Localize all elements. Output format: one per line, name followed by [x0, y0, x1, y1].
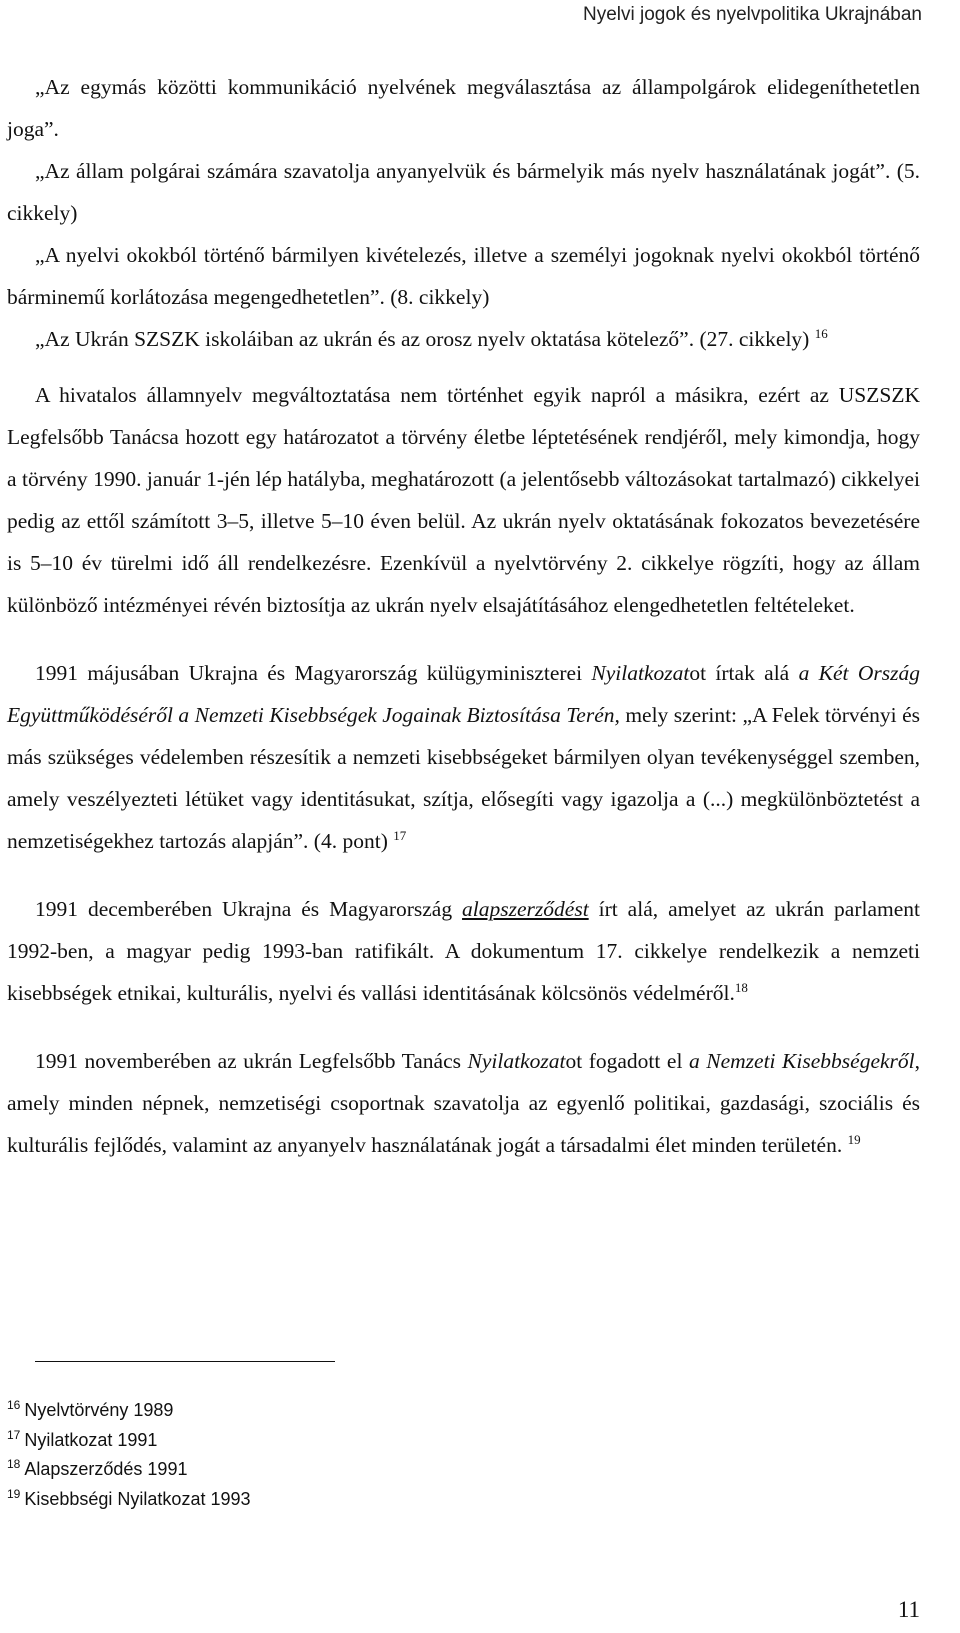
paragraph-2-part-e: mely szerint: „A Felek törvényi és más szükséges védelemben részesítik a nemzeti kisebbségeket bármilyen olyan tevékenységgel szemben, amely veszélyezteti létüket vagy identitásukat, szítja, elősegíti vagy igazolja a (...) megkülönböztetést a nemzetiségekhez tartozás alapján”. (4. pont): [7, 703, 921, 853]
footnote-number: 18: [7, 1457, 21, 1471]
quote-4: [7, 318, 920, 360]
footnote-ref-17[interactable]: 17: [393, 827, 407, 843]
page-body: [7, 66, 920, 1166]
paragraph-4-part-a: 1991 novemberében az ukrán Legfelsőbb Tanács: [35, 1049, 468, 1073]
paragraph-3-part-a: 1991 decemberében Ukrajna és Magyarország: [35, 897, 463, 921]
footnote-ref-19[interactable]: 19: [847, 1131, 861, 1147]
quote-4-text: „Az Ukrán SZSZK iskoláiban az ukrán és az orosz nyelv oktatása kötelező”. (27. cikkely): [35, 327, 810, 351]
paragraph-2: [7, 652, 920, 862]
footnote-ref-16[interactable]: 16: [814, 325, 828, 341]
footnote-19: [7, 1485, 251, 1515]
footnote-text: Nyelvtörvény 1989: [24, 1400, 174, 1420]
paragraph-2-part-c: ot írtak alá: [689, 661, 799, 685]
quote-1: „Az egymás közötti kommunikáció nyelvének megválasztása az állampolgárok elidegeníthetetlen joga”.: [7, 75, 920, 141]
footnote-number: 17: [7, 1427, 21, 1442]
paragraph-2-italic-title: a Két Ország Együttműködéséről a Nemzeti Kisebbségek Jogainak Biztosítása Terén,: [7, 661, 921, 727]
footnote-16: [7, 1396, 251, 1426]
footnote-text: Kisebbségi Nyilatkozat 1993: [24, 1488, 251, 1509]
footnote-number: 19: [7, 1486, 21, 1501]
footnote-17: [7, 1426, 251, 1456]
paragraph-3-italic: alapszerződést: [462, 897, 589, 921]
footnotes: [7, 1396, 251, 1514]
page-number: 11: [897, 1597, 920, 1622]
paragraph-4-italic-title: a Nemzeti Kisebbségekről: [688, 1049, 915, 1073]
paragraph-4-part-c: ot fogadott el: [565, 1049, 689, 1073]
quote-2: „Az állam polgárai számára szavatolja anyanyelvük és bármelyik más nyelv használatának jogát”. (5. cikkely): [7, 159, 920, 225]
footnote-text: Nyilatkozat 1991: [24, 1429, 158, 1450]
footnote-18: [7, 1455, 251, 1485]
footnote-text: Alapszerződés 1991: [24, 1459, 188, 1479]
footnote-separator: [35, 1361, 335, 1362]
running-header: Nyelvi jogok és nyelvpolitika Ukrajnában: [582, 4, 922, 25]
paragraph-2-italic-a: Nyilatkozat: [591, 661, 690, 685]
paragraph-3: [7, 888, 920, 1014]
footnote-ref-18[interactable]: 18: [734, 979, 748, 995]
quote-3: „A nyelvi okokból történő bármilyen kivételezés, illetve a személyi jogoknak nyelvi okokból történő bárminemű korlátozása megengedhetetlen”. (8. cikkely): [7, 243, 920, 309]
footnote-number: 16: [7, 1398, 21, 1412]
paragraph-4-part-e: , amely minden népnek, nemzetiségi csoportnak szavatolja az egyenlő politikai, gazdasági, szociális és kulturális fejlődés, valamint az anyanyelv használatának jogát a társadalmi élet minden területén.: [7, 1049, 920, 1157]
paragraph-3-part-c: írt alá, amelyet az ukrán parlament 1992-ben, a magyar pedig 1993-ban ratifikált. A dokumentum 17. cikkelye rendelkezik a nemzeti kisebbségek etnikai, kulturális, nyelvi és vallási identitásának kölcsönös védelméről.: [7, 897, 920, 1005]
paragraph-2-part-a: 1991 májusában Ukrajna és Magyarország külügyminiszterei: [35, 661, 592, 685]
paragraph-1: A hivatalos államnyelv megváltoztatása nem történhet egyik napról a másikra, ezért az USZSZK Legfelsőbb Tanácsa hozott egy határozatot a törvény életbe léptetésének rendjéről, mely kimondja, hogy a törvény 1990. január 1-jén lép hatályba, meghatározott (a jelentősebb változásokat tartalmazó) cikkelyei pedig az ettől számított 3–5, illetve 5–10 éven belül. Az ukrán nyelv oktatásának fokozatos bevezetésére is 5–10 év türelmi idő áll rendelkezésre. Ezenkívül a nyelvtörvény 2. cikkelye rögzíti, hogy az állam különböző intézményei révén biztosítja az ukrán nyelv elsajátításához elengedhetetlen feltételeket.: [7, 383, 920, 617]
paragraph-4: [7, 1040, 920, 1166]
paragraph-4-italic-a: Nyilatkozat: [467, 1049, 566, 1073]
